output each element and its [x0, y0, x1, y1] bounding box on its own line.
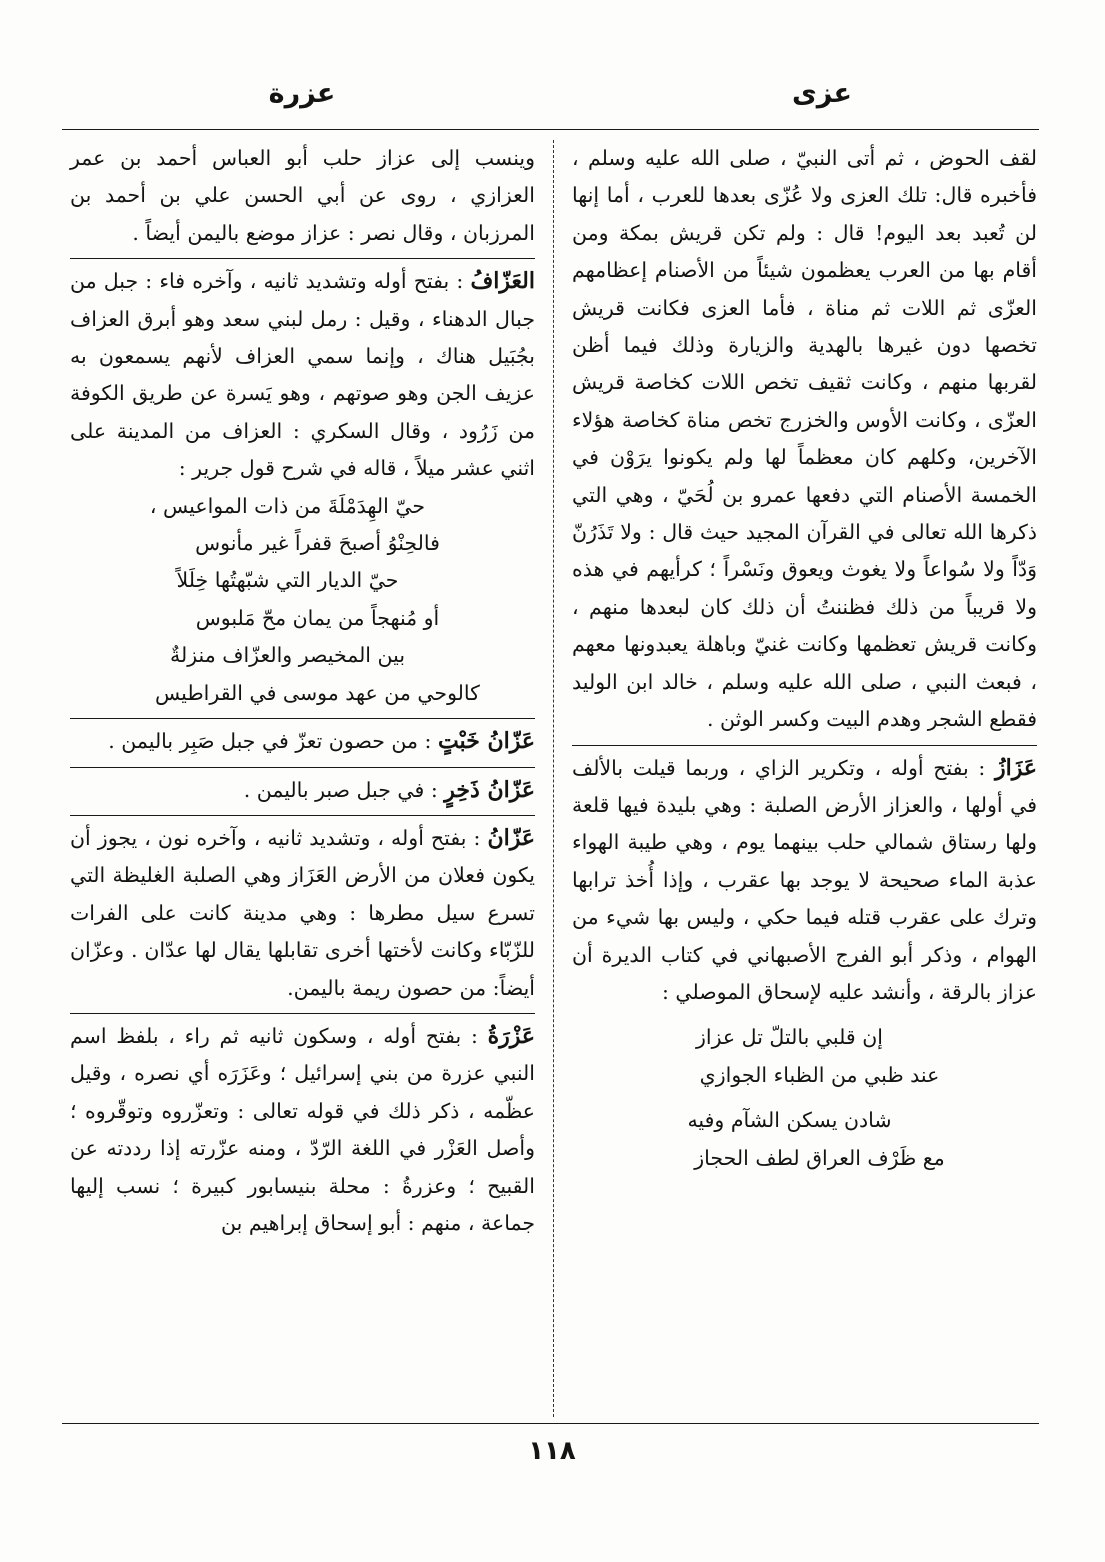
headword-azzan-khabt: عَزّانُ خَبْتٍ	[437, 728, 535, 755]
verse-line: بين المخيصر والعزّاف منزلةٌ	[169, 643, 406, 668]
headword-azzan: عَزّانُ	[487, 824, 535, 851]
column-divider	[553, 140, 554, 1417]
verse-line: كالوحي من عهد موسى في القراطيس	[155, 680, 480, 705]
verse-line: شادن يسكن الشآم وفيه	[687, 1108, 892, 1133]
entry-azzaf-text: : بفتح أوله وتشديد ثانيه ، وآخره فاء : جبل من جبال الدهناء ، وقيل : رمل لبني سعد وهو أبرق العزاف بجُبَيل هناك ، وإنما سمي العزاف لأنهم يسمعون به عزيف الجن وهو صوتهم ، وهو يَسرة عن طريق الكوفة من زَرُود ، وقال السكري : العزاف من المدينة على اثني عشر ميلاً ، قاله في شرح قول جرير :	[70, 269, 535, 481]
entry-azra-text: : بفتح أوله ، وسكون ثانيه ثم راء ، بلفظ اسم النبي عزرة من بني إسرائيل ؛ وعَزَرَه أي نصره ، وقيل عظّمه ، ذكر ذلك في قوله تعالى : وتعزّروه وتوقّروه ؛ وأصل العَزْر في اللغة الرّدّ ، ومنه عزّرته إذا رددته عن القبيح ؛ وعزرةُ : محلة بنيسابور كبيرة ؛ نسب إليها جماعة ، منهم : أبو إسحاق إبراهيم بن	[70, 1023, 535, 1235]
header-left-word: عزرة	[268, 78, 336, 109]
entry-azzan-khabt-text: : من حصون تعزّ في جبل صَبِر باليمن .	[108, 729, 432, 754]
entry-separator	[70, 767, 535, 768]
verse-line: حيّ الديار التي شبّهتُها خِلَلاً	[176, 568, 399, 593]
entry-separator	[70, 718, 535, 719]
entry-azaz	[572, 750, 1037, 1012]
verse-line: إن قلبي بالتلّ تل عزاز	[696, 1025, 883, 1050]
entry-azra	[70, 1018, 535, 1242]
entry-azzan-khabt	[70, 723, 535, 760]
verse-line: أو مُنهجاً من يمان محّ مَلبوس	[195, 605, 440, 630]
verse-line: فالحِنْوُ أصبحَ قفراً غير مأنوس	[195, 531, 440, 556]
entry-separator	[70, 258, 535, 259]
entry-azzaf	[70, 263, 535, 487]
headword-azzan-dhakhir: عَزّانُ ذَخِرٍ	[444, 776, 535, 803]
entry-azzan-dhakhir	[70, 772, 535, 809]
bottom-rule	[62, 1423, 1039, 1424]
headword-azaz: عَزَازُ	[994, 754, 1037, 781]
entry-azzan	[70, 820, 535, 1007]
right-column	[572, 140, 1037, 1177]
entry-azzan-text: : بفتح أوله ، وتشديد ثانيه ، وآخره نون ، يجوز أن يكون فعلان من الأرض العَزَاز وهي الصلبة الغليظة التي تسرع سيل مطرها : وهي مدينة كانت على الفرات للزّبّاء وكانت لأختها أخرى تقابلها يقال لها عدّان . وعزّان أيضاً: من حصون ريمة باليمن.	[70, 825, 535, 1000]
top-rule	[62, 129, 1039, 130]
entry-uzza-continued: لقف الحوض ، ثم أتى النبيّ ، صلى الله عليه وسلم ، فأخبره قال: تلك العزى ولا عُزّى بعدها للعرب ، أما إنها لن تُعبد بعد اليوم! قال : ولم تكن قريش بمكة ومن أقام بها من العرب يعظمون شيئاً من الأصنام إعظامهم العزّى ثم اللات ثم مناة ، فأما العزى فكانت قريش تخصها دون غيرها بالهدية والزيارة وذلك فيما أظن لقربها منهم ، وكانت ثقيف تخص اللات كخاصة قريش العزّى ، وكانت الأوس والخزرج تخص مناة كخاصة هؤلاء الآخرين، وكلهم كان معظماً لها ولم يكونوا يرَوْن في الخمسة الأصنام التي دفعها عمرو بن لُحَيّ ، وهي التي ذكرها الله تعالى في القرآن المجيد حيث قال : ولا تَذَرُنّ وَدّاً ولا سُواعاً ولا يغوث ويعوق ونَسْراً ؛ كرأيهم في هذه ولا قريباً من ذلك فظننتُ أن ذلك كان لبعدها منهم ، وكانت قريش تعظمها وكانت غنيّ وباهلة يعبدونها معهم ، فبعث النبي ، صلى الله عليه وسلم ، خالد ابن الوليد فقطع الشجر وهدم البيت وكسر الوثن .	[572, 146, 1037, 732]
page-number: ١١٨	[528, 1436, 576, 1466]
verse-line: عند ظبي من الظباء الجوازي	[699, 1062, 940, 1087]
headword-azzaf: العَزّافُ	[470, 268, 535, 295]
entry-azaz-continued: وينسب إلى عزاز حلب أبو العباس أحمد بن عمر العزازي ، روى عن أبي الحسن علي بن أحمد بن المرزبان ، وقال نصر : عزاز موضع باليمن أيضاً .	[70, 146, 535, 245]
entry-separator	[70, 815, 535, 816]
entry-azaz-text: : بفتح أوله ، وتكرير الزاي ، وربما قيلت بالألف في أولها ، والعزاز الأرض الصلبة : وهي بليدة فيها قلعة ولها رستاق شمالي حلب بينهما يوم ، وهي طيبة الهواء عذبة الماء صحيحة لا يوجد بها عقرب ، وإذا أُخذ ترابها وترك على عقرب قتله فيما حكي ، وليس بها شيء من الهوام ، وذكر أبو الفرج الأصبهاني في كتاب الديرة أن عزاز بالرقة ، وأنشد عليه لإسحاق الموصلي :	[572, 755, 1037, 1004]
verse-line: مع ظَرْف العراق لطف الحجاز	[694, 1145, 945, 1170]
headword-azra: عَزْرَةُ	[487, 1022, 535, 1049]
entry-separator	[572, 745, 1037, 746]
left-column	[70, 140, 535, 1242]
entry-separator	[70, 1013, 535, 1014]
header-right-word: عزى	[792, 78, 852, 109]
verse-line: حيّ الهِدَمْلَةَ من ذات المواعيس ،	[149, 493, 426, 518]
entry-azzan-dhakhir-text: : في جبل صبر باليمن .	[243, 777, 438, 802]
